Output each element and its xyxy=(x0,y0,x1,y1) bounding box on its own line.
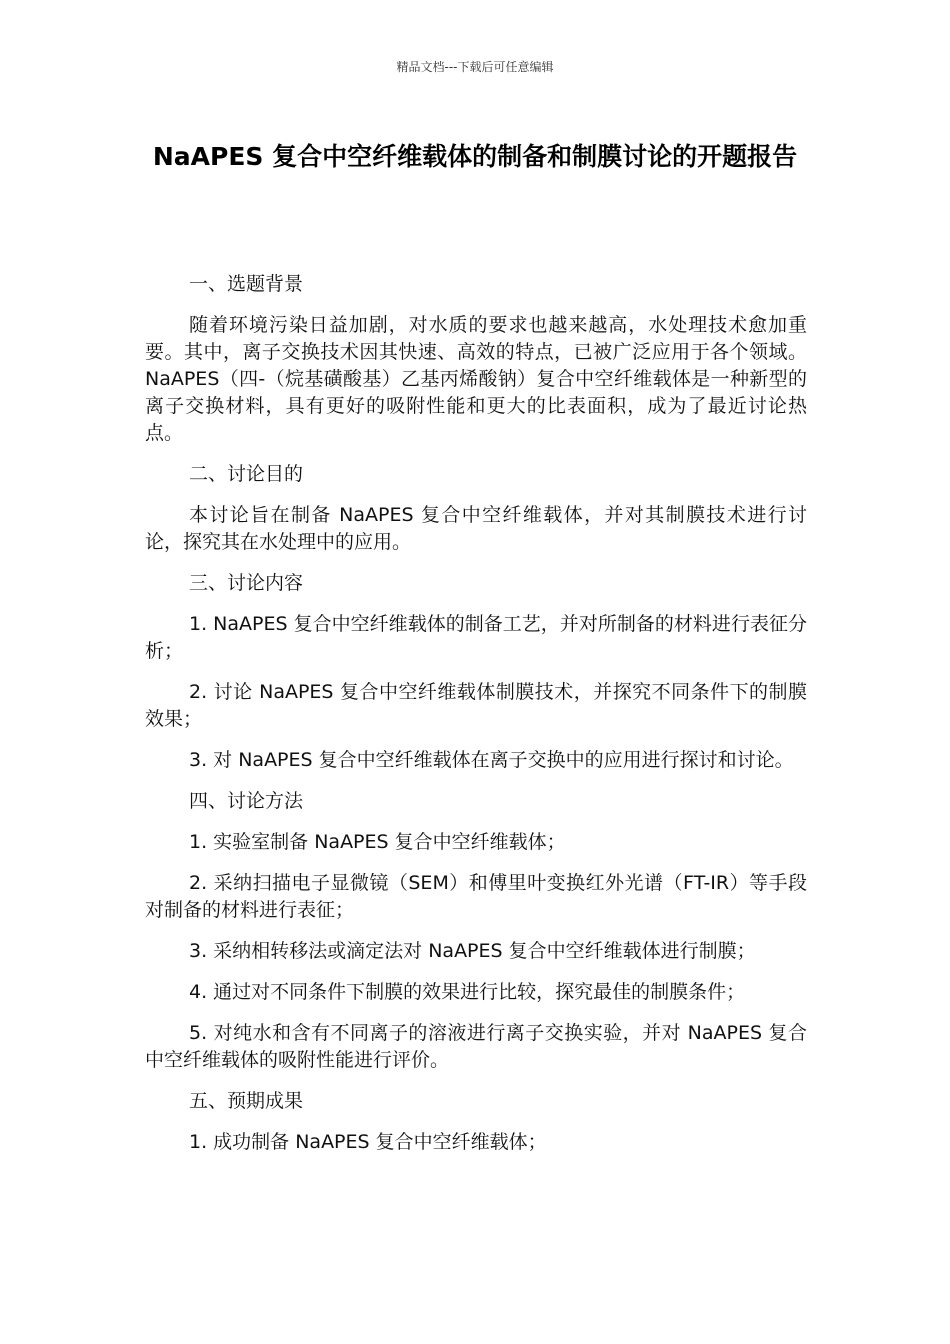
method-item-3: 3. 采纳相转移法或滴定法对 NaAPES 复合中空纤维载体进行制膜； xyxy=(189,940,756,962)
content-item-2: 2. 讨论 NaAPES 复合中空纤维载体制膜技术，并探究不同条件下的制膜效果； xyxy=(145,681,807,730)
method-item-1: 1. 实验室制备 NaAPES 复合中空纤维载体； xyxy=(189,831,566,853)
section-heading-methods: 四、讨论方法 xyxy=(189,790,304,812)
method-item-5: 5. 对纯水和含有不同离子的溶液进行离子交换实验，并对 NaAPES 复合中空纤维载体的吸附性能进行评价。 xyxy=(145,1022,807,1071)
document-body xyxy=(145,271,807,1170)
document-title: NaAPES 复合中空纤维载体的制备和制膜讨论的开题报告 xyxy=(152,142,798,171)
content-item-3: 3. 对 NaAPES 复合中空纤维载体在离子交换中的应用进行探讨和讨论。 xyxy=(189,749,794,771)
section-heading-expected-results: 五、预期成果 xyxy=(189,1090,304,1112)
paragraph-purpose: 本讨论旨在制备 NaAPES 复合中空纤维载体，并对其制膜技术进行讨论，探究其在水处理中的应用。 xyxy=(145,504,807,553)
section-heading-content: 三、讨论内容 xyxy=(189,572,304,594)
method-item-4: 4. 通过对不同条件下制膜的效果进行比较，探究最佳的制膜条件； xyxy=(189,981,746,1003)
result-item-1: 1. 成功制备 NaAPES 复合中空纤维载体； xyxy=(189,1131,547,1153)
header-note: 精品文档---下载后可任意编辑 xyxy=(396,60,554,74)
section-heading-purpose: 二、讨论目的 xyxy=(189,463,304,485)
section-heading-background: 一、选题背景 xyxy=(189,273,304,295)
paragraph-background: 随着环境污染日益加剧，对水质的要求也越来越高，水处理技术愈加重要。其中，离子交换技术因其快速、高效的特点，已被广泛应用于各个领域。NaAPES（四-（烷基磺酸基）乙基丙烯酸钠）复合中空纤维载体是一种新型的离子交换材料，具有更好的吸附性能和更大的比表面积，成为了最近讨论热点。 xyxy=(145,314,807,444)
content-item-1: 1. NaAPES 复合中空纤维载体的制备工艺，并对所制备的材料进行表征分析； xyxy=(145,613,807,662)
method-item-2: 2. 采纳扫描电子显微镜（SEM）和傅里叶变换红外光谱（FT-IR）等手段对制备的材料进行表征； xyxy=(145,872,807,921)
